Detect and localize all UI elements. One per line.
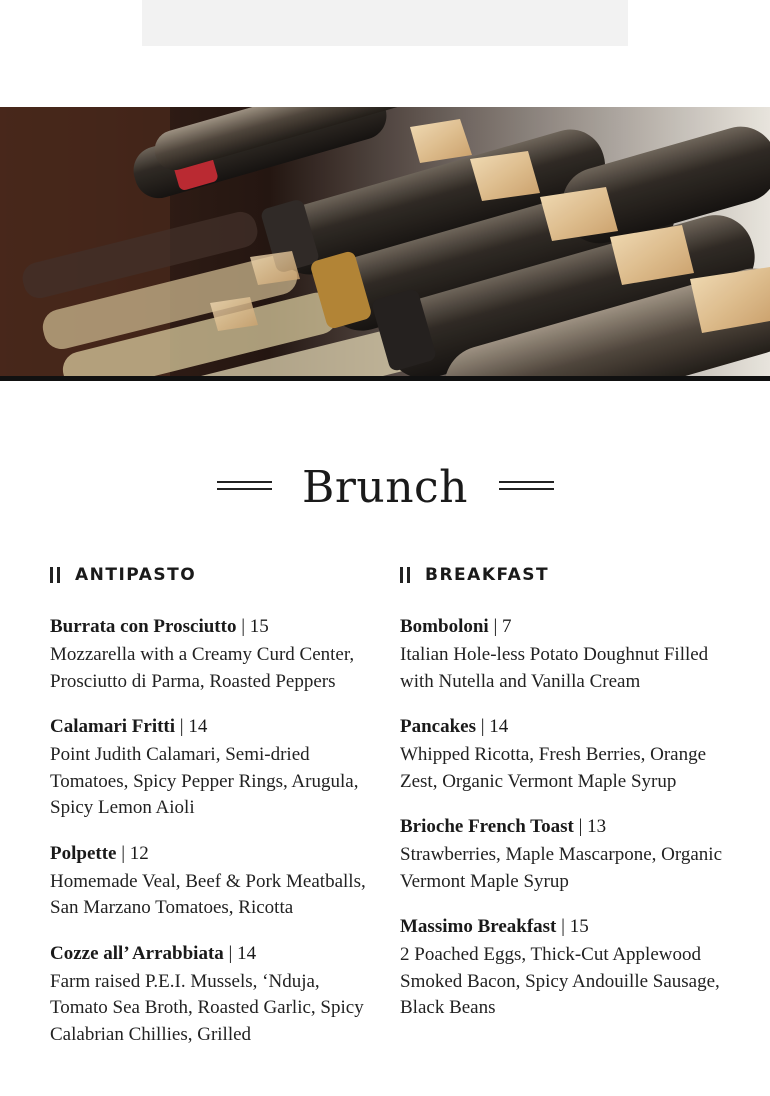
wine-bottles-banner-image (0, 107, 770, 377)
section-title: Brunch (301, 462, 469, 513)
item-price: | 13 (578, 816, 607, 837)
menu-item (50, 614, 375, 695)
title-right-ornament (499, 481, 554, 490)
item-description: Homemade Veal, Beef & Pork Meatballs, San Marzano Tomatoes, Ricotta (50, 870, 366, 918)
menu-column-breakfast (400, 562, 725, 1041)
menu-item (50, 941, 375, 1049)
section-title-wrap (0, 458, 770, 522)
wine-bottles-illustration (0, 107, 770, 377)
item-name: Bomboloni (400, 616, 489, 637)
item-price: | 12 (121, 842, 149, 864)
item-name: Polpette (50, 842, 117, 864)
item-price: | 15 (241, 616, 269, 637)
menu-item (400, 614, 725, 695)
item-price: | 14 (228, 942, 257, 964)
item-description: Farm raised P.E.I. Mussels, ‘Nduja, Tomato Sea Broth, Roasted Garlic, Spicy Calabrian Chillies, Grilled (50, 970, 364, 1045)
item-price: | 15 (561, 916, 589, 937)
category-heading (400, 562, 725, 588)
item-name: Calamari Fritti (50, 716, 176, 737)
item-name: Massimo Breakfast (400, 916, 557, 937)
double-bar-icon (50, 567, 60, 583)
item-name: Brioche French Toast (400, 816, 574, 837)
item-description: 2 Poached Eggs, Thick-Cut Applewood Smoked Bacon, Spicy Andouille Sausage, Black Beans (400, 944, 720, 1018)
item-description: Mozzarella with a Creamy Curd Center, Prosciutto di Parma, Roasted Peppers (50, 644, 355, 692)
banner-bottom-rule (0, 376, 770, 381)
category-label: BREAKFAST (425, 565, 550, 585)
menu-item (50, 841, 375, 922)
menu-item (50, 714, 375, 822)
item-price: | 14 (179, 716, 208, 737)
item-name: Cozze all’ Arrabbiata (50, 942, 224, 964)
category-label: ANTIPASTO (75, 565, 197, 585)
category-heading (50, 562, 375, 588)
item-description: Italian Hole-less Potato Doughnut Filled with Nutella and Vanilla Cream (400, 644, 709, 692)
item-description: Point Judith Calamari, Semi-dried Tomatoes, Spicy Pepper Rings, Arugula, Spicy Lemon Aioli (50, 744, 359, 818)
item-description: Whipped Ricotta, Fresh Berries, Orange Zest, Organic Vermont Maple Syrup (400, 744, 707, 792)
double-bar-icon (400, 567, 410, 583)
menu-item (400, 914, 725, 1022)
menu-item (400, 714, 725, 795)
menu-column-antipasto (50, 562, 375, 1067)
item-price: | 14 (480, 716, 509, 737)
menu-item (400, 814, 725, 895)
item-name: Pancakes (400, 716, 476, 737)
top-placeholder-block (142, 0, 628, 46)
item-price: | 7 (493, 616, 512, 637)
item-description: Strawberries, Maple Mascarpone, Organic Vermont Maple Syrup (400, 844, 723, 892)
item-name: Burrata con Prosciutto (50, 616, 237, 637)
